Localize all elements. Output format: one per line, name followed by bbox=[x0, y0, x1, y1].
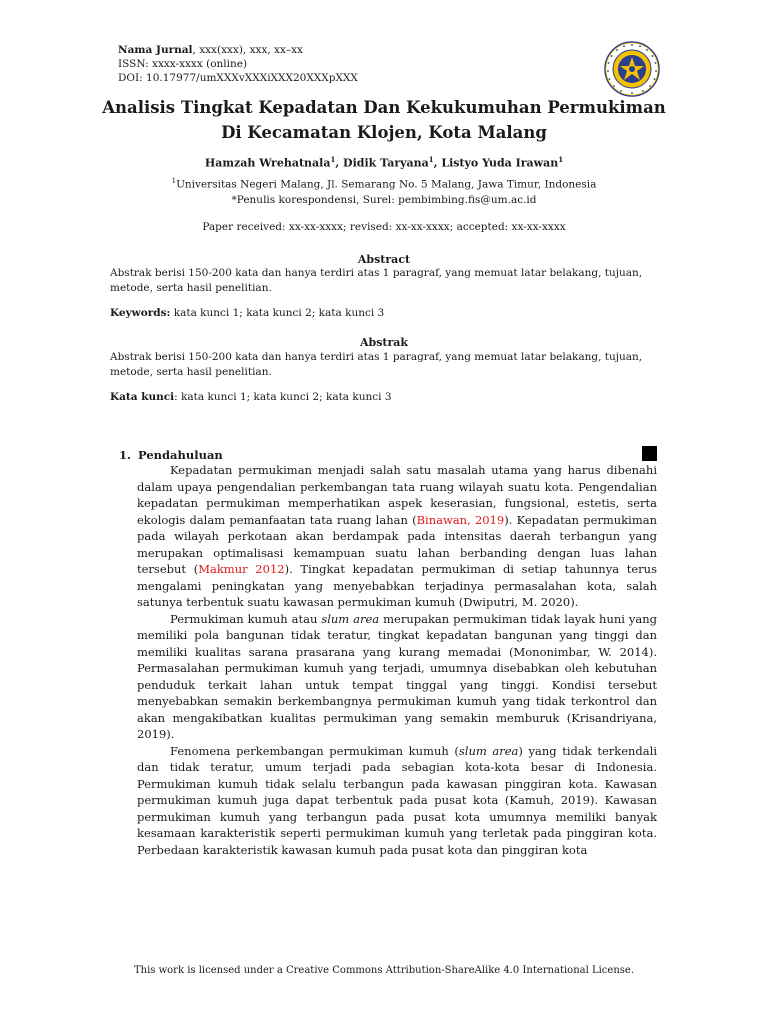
kata-kunci-label: Kata kunci bbox=[110, 391, 175, 403]
citation-link[interactable]: Makmur 2012 bbox=[198, 562, 285, 576]
affiliation bbox=[0, 174, 768, 208]
paragraph-text: ) yang tidak terkendali dan tidak teratur, umum terjadi pada sebagian kota-kota besar di Indonesia. Permukiman kumuh tidak selalu terbangun pada kawasan pinggiran kota. Kawasan permukiman kumuh juga dapat terbentuk pada pusat kota (Kamuh, 2019). Kawasan permukiman kumuh yang terbangun pada pusat kota umumnya memiliki banyak kesamaan karakteristik seperti permukiman kumuh yang terletak pada pinggiran kota. Perbedaan karakteristik kawasan kumuh pada pusat kota dan pinggiran kota bbox=[137, 743, 658, 857]
author-3: Listyo Yuda Irawan bbox=[441, 156, 559, 170]
author-3-sup: 1 bbox=[558, 155, 564, 164]
body-text bbox=[137, 462, 657, 858]
section-number: 1. bbox=[119, 448, 132, 462]
paper-dates: Paper received: xx-xx-xxxx; revised: xx-xx-xxxx; accepted: xx-xx-xxxx bbox=[202, 221, 566, 233]
paragraph-text: ). Tingkat kepadatan permukiman di setiap tahunnya terus mengalami peningkatan yang menyebabkan terjadinya permasalahan kota, salah satunya terbentuk suatu kawasan permukiman kumuh (Dwiputri, M. 2020). bbox=[137, 562, 657, 609]
kata-kunci bbox=[110, 391, 662, 403]
paragraph-text: Permukiman kumuh atau bbox=[170, 611, 322, 626]
author-2: Didik Taryana bbox=[343, 156, 429, 170]
black-square-mark bbox=[642, 446, 657, 461]
author-sep: , bbox=[433, 156, 442, 170]
abstract-heading: Abstract bbox=[357, 253, 411, 266]
affiliation-sup: 1 bbox=[171, 177, 177, 185]
paragraph-text: ). Kepadatan permukiman pada wilayah perkotaan akan berdampak pada intensitas daerah terbangun yang merupakan optimalisasi kemampuan suatu lahan berbanding dengan luas lahan tersebut ( bbox=[137, 512, 657, 576]
abstract-text: Abstrak berisi 150-200 kata dan hanya terdiri atas 1 paragraf, yang memuat latar belakang, tujuan, metode, serta hasil penelitian. bbox=[110, 267, 643, 294]
university-seal-icon bbox=[604, 41, 660, 97]
paragraph bbox=[137, 611, 657, 743]
section-title: Pendahuluan bbox=[138, 448, 223, 462]
journal-header bbox=[118, 43, 358, 85]
author-2-sup: 1 bbox=[428, 155, 434, 164]
abstrak-text: Abstrak berisi 150-200 kata dan hanya terdiri atas 1 paragraf, yang memuat latar belakang, tujuan, metode, serta hasil penelitian. bbox=[110, 351, 643, 378]
paragraph bbox=[137, 462, 657, 611]
license-footer: This work is licensed under a Creative Commons Attribution-ShareAlike 4.0 International License. bbox=[133, 965, 634, 976]
italic-term: slum area bbox=[458, 743, 519, 758]
title-line-1: Analisis Tingkat Kepadatan Dan Kekukumuhan Permukiman bbox=[102, 98, 666, 117]
corresponding-author: *Penulis korespondensi, Surel: pembimbing.fis@um.ac.id bbox=[231, 193, 537, 206]
italic-term: slum area bbox=[321, 611, 380, 626]
author-1-sup: 1 bbox=[330, 155, 336, 164]
keywords-label: Keywords: bbox=[110, 307, 171, 319]
journal-info: , xxx(xxx), xxx, xx–xx bbox=[192, 44, 303, 56]
author-1: Hamzah Wrehatnala bbox=[204, 156, 331, 170]
keywords-text: kata kunci 1; kata kunci 2; kata kunci 3 bbox=[170, 307, 385, 319]
author-sep: , bbox=[335, 156, 344, 170]
keywords bbox=[110, 307, 662, 319]
affiliation-line-1 bbox=[0, 174, 768, 193]
paragraph-text: Kepadatan permukiman menjadi salah satu masalah utama yang harus dibenahi dalam upaya pengendalian perkembangan tata ruang wilayah suatu kota. Pengendalian kepadatan permukiman memperhatikan aspek keserasian, fungsional, estetis, serta ekologis dalam pemanfaatan tata ruang lahan ( bbox=[137, 463, 657, 527]
affiliation-text: Universitas Negeri Malang, Jl. Semarang No. 5 Malang, Jawa Timur, Indonesia bbox=[176, 178, 597, 191]
kata-kunci-text: : kata kunci 1; kata kunci 2; kata kunci 3 bbox=[174, 391, 392, 403]
paper-title bbox=[60, 95, 708, 145]
journal-name: Nama Jurnal bbox=[118, 44, 193, 56]
doi: DOI: 10.17977/umXXXvXXXiXXX20XXXpXXX bbox=[118, 72, 358, 84]
title-line-2: Di Kecamatan Klojen, Kota Malang bbox=[221, 123, 547, 142]
author-list bbox=[0, 155, 768, 170]
paragraph-text: merupakan permukiman tidak layak huni yang memiliki pola bangunan tidak teratur, tingkat kepadatan bangunan yang tinggi dan memiliki kualitas sarana prasarana yang kurang memadai (Mononimbar, W. 2014). Permasalahan permukiman kumuh yang terjadi, umumnya disebabkan oleh kebutuhan penduduk terkait lahan untuk tempat tinggal yang tinggi. Kondisi tersebut menyebabkan semakin berkembangnya permukiman kumuh yang tidak terkontrol dan akan mengakibatkan kualitas permukiman yang semakin memburuk (Krisandriyana, 2019). bbox=[137, 611, 658, 741]
journal-line bbox=[118, 43, 358, 57]
section-heading bbox=[119, 448, 223, 462]
paragraph bbox=[137, 743, 657, 859]
abstrak-heading: Abstrak bbox=[359, 336, 409, 349]
paragraph-text: Fenomena perkembangan permukiman kumuh ( bbox=[170, 743, 459, 758]
citation-link[interactable]: Binawan, 2019 bbox=[416, 512, 505, 527]
issn: ISSN: xxxx-xxxx (online) bbox=[118, 58, 248, 70]
